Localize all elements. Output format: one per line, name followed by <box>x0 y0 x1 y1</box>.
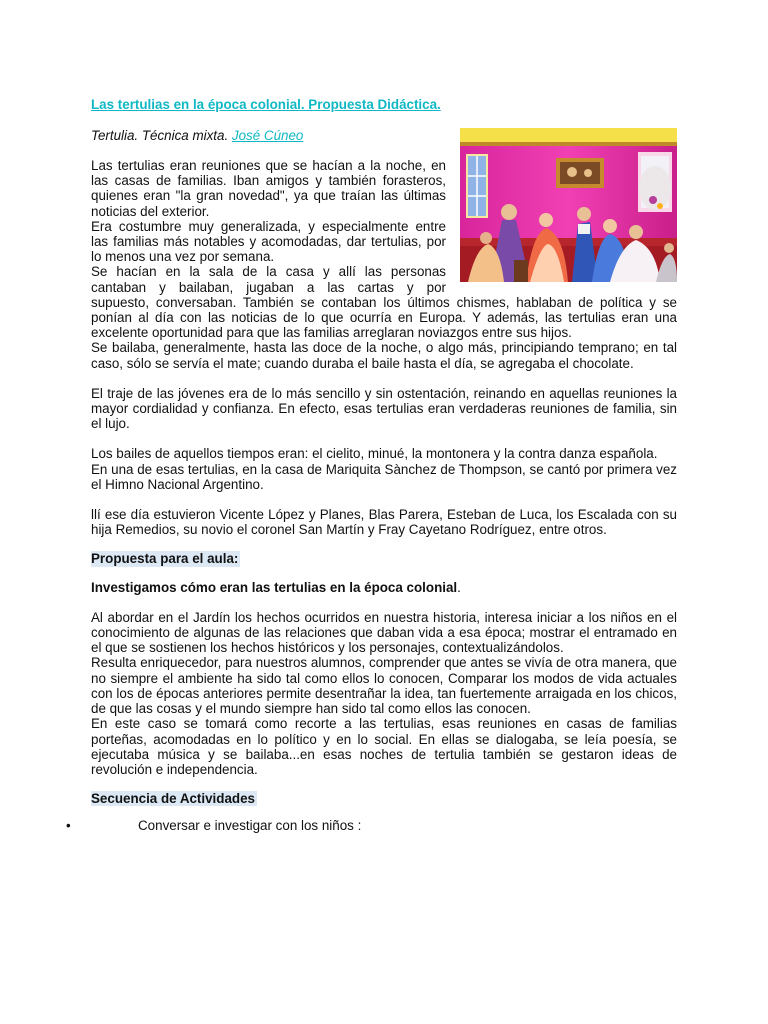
paragraph: Se hacían en la sala de la casa y allí las personas cantaban y bailaban, jugaban a las cartas y por <box>91 264 446 295</box>
paragraph: Al abordar en el Jardín los hechos ocurridos en nuestra historia, interesa iniciar a los niños en el conocimiento de algunas de las relaciones que daban vida a esa época; mostrar el entramado en el que se sostienen los hechos históricos y los personajes, contextualizándolos. <box>91 609 677 656</box>
paragraph: En una de esas tertulias, en la casa de Mariquita Sànchez de Thompson, se cantó por primera vez el Himno Nacional Argentino. <box>91 461 677 492</box>
paragraph: supuesto, conversaban. También se contaban los últimos chismes, hablaban de política y se ponían al día con las noticias de lo que ocurría en Europa. Y además, las tertulias eran una excelente oportunidad para que las familias arreglaran noviazgos entre sus hijos. <box>91 294 677 341</box>
section-heading <box>91 791 677 806</box>
paragraph: El traje de las jóvenes era de lo más sencillo y sin ostentación, reinando en aquellas reuniones la mayor cordialidad y confianza. En efecto, esas tertulias eran verdaderas reuniones de familia, sin el lujo. <box>91 385 677 432</box>
list-item-text: Conversar e investigar con los niños : <box>138 818 362 834</box>
section-heading <box>91 551 677 566</box>
paragraph: Los bailes de aquellos tiempos eran: el cielito, minué, la montonera y la contra danza española. <box>91 446 658 462</box>
heading-propuesta: Propuesta para el aula: <box>91 551 239 567</box>
subheading-text: Investigamos cómo eran las tertulias en la época colonial <box>91 579 458 595</box>
paragraph: Era costumbre muy generalizada, y especialmente entre las familias más notables y acomodadas, dar tertulias, por lo menos una vez por semana. <box>91 218 446 265</box>
author-link[interactable]: José Cúneo <box>231 128 304 143</box>
paragraph: llí ese día estuvieron Vicente López y Planes, Blas Parera, Esteban de Luca, los Escalada con su hija Remedios, su novio el coronel San Martín y Fray Cayetano Rodríguez, entre otros. <box>91 507 677 538</box>
heading-secuencia: Secuencia de Actividades <box>91 791 255 807</box>
paragraph: Las tertulias eran reuniones que se hacían a la noche, en las casas de familias. Iban amigos y también forasteros, quienes eran "la gran novedad", ya que traían las últimas noticias del exterior. <box>91 158 446 219</box>
paragraph: En este caso se tomará como recorte a las tertulias, esas reuniones en casas de familias porteñas, acomodadas en lo político y en lo social. En ellas se dialogaba, se leía poesía, se ejecutaba música y se bailaba...en esas noches de tertulia también se gestaron ideas de revolución e independencia. <box>91 716 677 777</box>
article-body <box>66 158 677 834</box>
bullet-icon: • <box>66 818 71 834</box>
subheading-period: . <box>457 579 461 595</box>
paragraph: Resulta enriquecedor, para nuestros alumnos, comprender que antes se vivía de otra manera, que no siempre el ambiente ha sido tal como ellos lo conocen, Comparar los modos de vida actuales con los de épocas anteriores permite desentrañar la idea, tan fuertemente arraigada en los chicos, de que las cosas y el mundo siempre han sido tal como ellos las conocen. <box>91 655 677 717</box>
list-item <box>66 818 677 834</box>
section-subheading <box>91 580 677 595</box>
image-caption <box>91 128 303 143</box>
caption-text: Tertulia. Técnica mixta. <box>91 128 232 143</box>
intro-narrow-section <box>91 158 446 295</box>
paragraph: Se bailaba, generalmente, hasta las doce de la noche, o algo más, principiando temprano; en tal caso, sólo se servía el mate; cuando duraba el baile hasta el día, se agregaba el chocolate. <box>91 340 677 371</box>
document-title-link[interactable]: Las tertulias en la época colonial. Propuesta Didáctica. <box>91 97 441 112</box>
